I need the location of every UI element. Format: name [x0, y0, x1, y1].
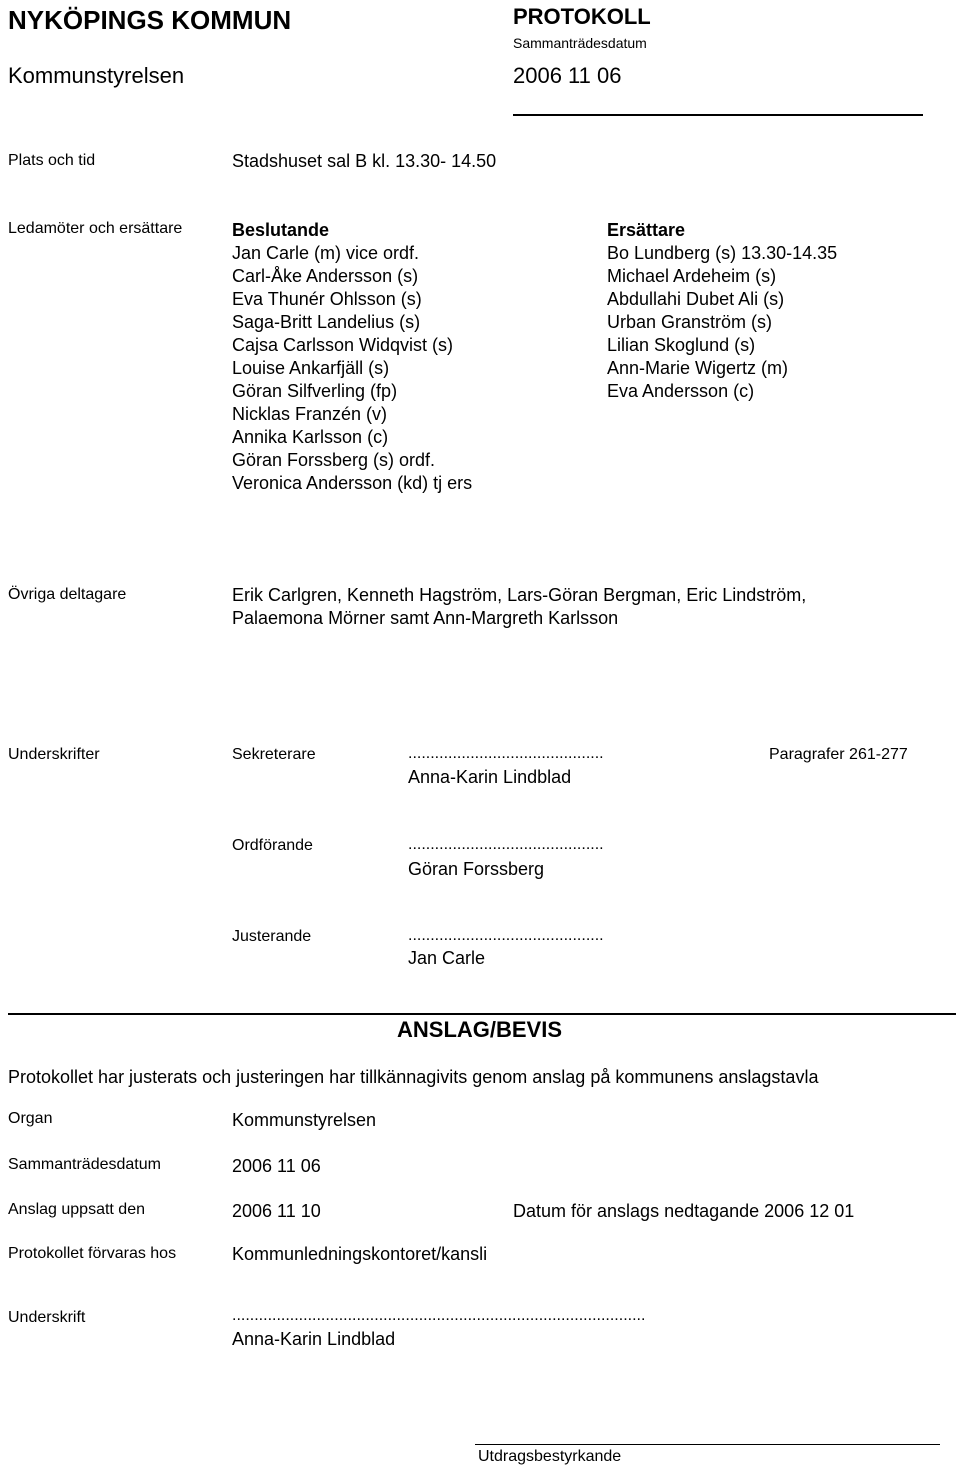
underskrift-name: Anna-Karin Lindblad — [232, 1329, 396, 1349]
header-rule — [513, 114, 923, 116]
ersattare-item: Lilian Skoglund (s) — [607, 335, 756, 355]
beslutande-item: Louise Ankarfjäll (s) — [232, 358, 390, 378]
header-date: 2006 11 06 — [513, 63, 622, 88]
anslag-title: ANSLAG/BEVIS — [397, 1017, 563, 1042]
organ-value: Kommunstyrelsen — [232, 1110, 377, 1130]
ersattare-item: Abdullahi Dubet Ali (s) — [607, 289, 785, 309]
ersattare-item: Eva Andersson (c) — [607, 381, 755, 401]
beslutande-item: Nicklas Franzén (v) — [232, 404, 388, 424]
uppsatt-value: 2006 11 10 — [232, 1201, 321, 1221]
committee-name: Kommunstyrelsen — [8, 63, 185, 88]
sekreterare-name: Anna-Karin Lindblad — [408, 767, 572, 787]
doc-type: PROTOKOLL — [513, 4, 651, 29]
ovriga-label: Övriga deltagare — [8, 586, 127, 603]
organ-label: Organ — [8, 1110, 53, 1127]
beslutande-item: Annika Karlsson (c) — [232, 427, 389, 447]
justerande-label: Justerande — [232, 928, 312, 945]
underskrift-label: Underskrift — [8, 1309, 86, 1326]
plats-value: Stadshuset sal B kl. 13.30- 14.50 — [232, 151, 497, 171]
ovriga-line-1: Erik Carlgren, Kenneth Hagström, Lars-Göran Bergman, Eric Lindström, — [232, 585, 807, 605]
paragrafer: Paragrafer 261-277 — [769, 746, 908, 763]
signatures-label: Underskrifter — [8, 746, 100, 763]
footer-text: Utdragsbestyrkande — [478, 1448, 622, 1465]
beslutande-item: Göran Forssberg (s) ordf. — [232, 450, 436, 470]
ordforande-name: Göran Forssberg — [408, 859, 545, 879]
underskrift-signature-line: ............................................................................................. — [232, 1307, 646, 1324]
ersattare-item: Michael Ardeheim (s) — [607, 266, 777, 286]
footer-rule — [475, 1444, 940, 1445]
ersattare-list — [607, 219, 837, 403]
municipality-name: NYKÖPINGS KOMMUN — [8, 5, 292, 35]
forvaras-label: Protokollet förvaras hos — [8, 1245, 177, 1262]
justerande-name: Jan Carle — [408, 948, 486, 968]
ordforande-signature-line: ............................................ — [408, 836, 604, 853]
justerande-signature-line: ............................................ — [408, 927, 604, 944]
members-label: Ledamöter och ersättare — [8, 220, 183, 237]
ersattare-item: Urban Granström (s) — [607, 312, 773, 332]
beslutande-item: Eva Thunér Ohlsson (s) — [232, 289, 422, 309]
sekreterare-label: Sekreterare — [232, 746, 316, 763]
sekreterare-signature-line: ............................................ — [408, 745, 604, 762]
beslutande-item: Veronica Andersson (kd) tj ers — [232, 473, 473, 493]
header-date-label: Sammanträdesdatum — [513, 35, 647, 51]
uppsatt-label: Anslag uppsatt den — [8, 1201, 145, 1218]
beslutande-item: Göran Silfverling (fp) — [232, 381, 398, 401]
beslutande-heading: Beslutande — [232, 220, 330, 240]
beslutande-item: Cajsa Carlsson Widqvist (s) — [232, 335, 454, 355]
ersattare-item: Bo Lundberg (s) 13.30-14.35 — [607, 243, 838, 263]
ovriga-line-2: Palaemona Mörner samt Ann-Margreth Karlsson — [232, 608, 619, 628]
plats-label: Plats och tid — [8, 152, 96, 169]
nedtagande: Datum för anslags nedtagande 2006 12 01 — [513, 1201, 855, 1221]
anslag-rule — [8, 1013, 956, 1015]
beslutande-list — [232, 219, 472, 495]
beslutande-item: Saga-Britt Landelius (s) — [232, 312, 421, 332]
ersattare-heading: Ersättare — [607, 220, 686, 240]
ordforande-label: Ordförande — [232, 837, 313, 854]
beslutande-item: Jan Carle (m) vice ordf. — [232, 243, 420, 263]
anslag-statement: Protokollet har justerats och justeringen har tillkännagivits genom anslag på kommunens anslagstavla — [8, 1067, 819, 1087]
anslag-date-label: Sammanträdesdatum — [8, 1156, 161, 1173]
beslutande-item: Carl-Åke Andersson (s) — [232, 266, 419, 286]
ersattare-item: Ann-Marie Wigertz (m) — [607, 358, 789, 378]
anslag-date-value: 2006 11 06 — [232, 1156, 321, 1176]
forvaras-value: Kommunledningskontoret/kansli — [232, 1244, 488, 1264]
